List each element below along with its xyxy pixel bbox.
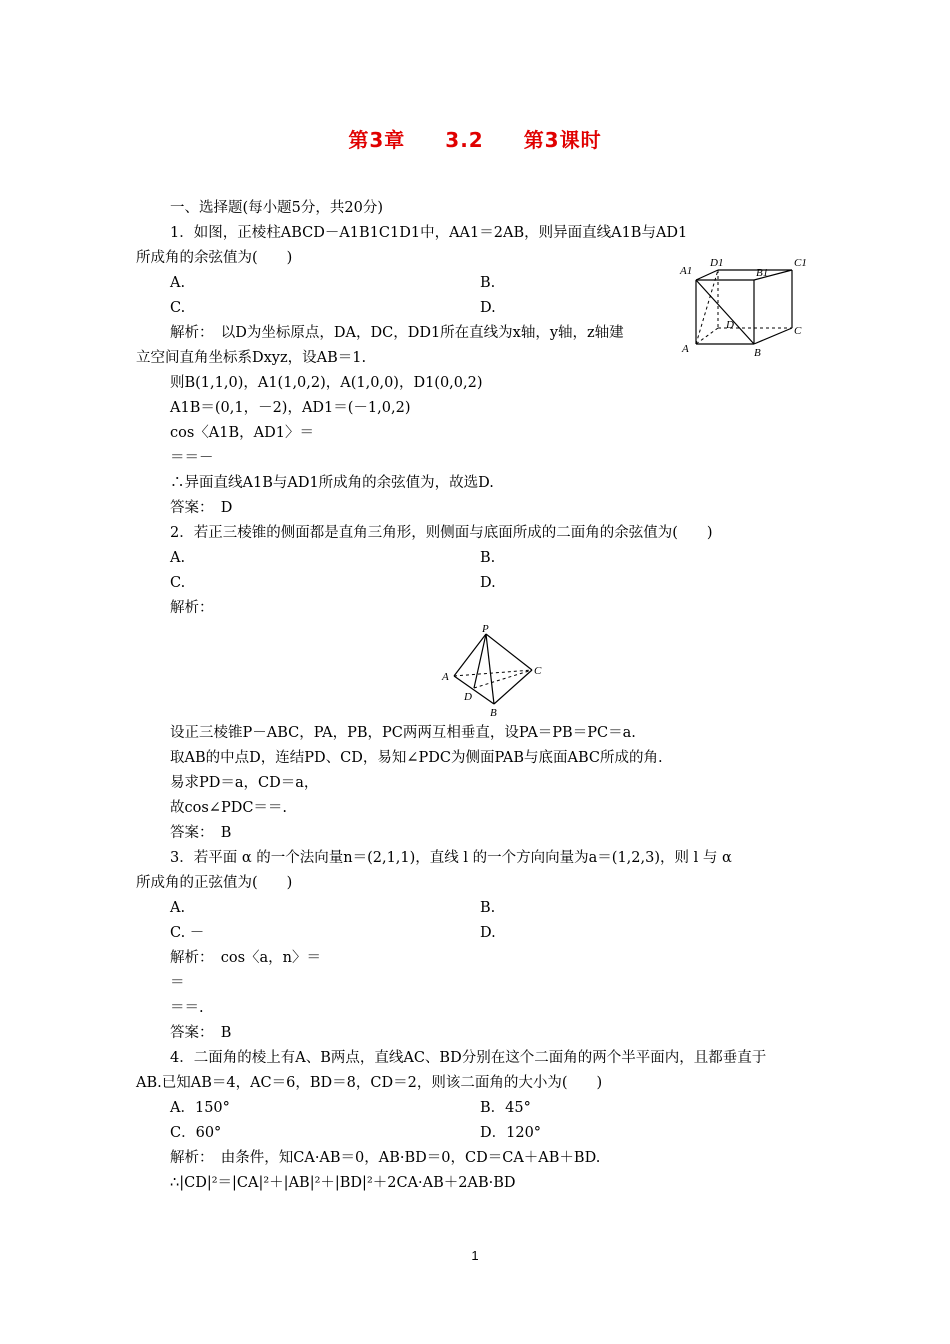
q3-solution: 解析： cos〈a，n〉＝ bbox=[170, 950, 322, 966]
label-D1: D1 bbox=[710, 257, 724, 269]
label-C1: C1 bbox=[794, 257, 807, 269]
question-3-text-cont: 所成角的正弦值为( ) bbox=[136, 875, 293, 891]
q2-answer: 答案： B bbox=[170, 825, 232, 841]
label-D: D bbox=[726, 319, 734, 331]
page-number: 1 bbox=[471, 1248, 479, 1263]
q3-option-b: B. bbox=[480, 900, 496, 916]
q1-option-d: D. bbox=[480, 300, 496, 316]
label-A: A bbox=[442, 671, 449, 683]
q1-cos-result: ＝＝－ bbox=[170, 450, 214, 466]
q2-option-a: A. bbox=[170, 550, 186, 566]
label-A: A bbox=[682, 343, 689, 355]
question-1-text-cont: 所成角的余弦值为( ) bbox=[136, 250, 293, 266]
label-P: P bbox=[482, 623, 489, 635]
q2-solution-3: 易求PD＝a，CD＝a， bbox=[170, 775, 319, 791]
q4-solution: 解析： 由条件，知CA·AB＝0，AB·BD＝0，CD＝CA＋AB＋BD. bbox=[170, 1150, 601, 1166]
q2-option-d: D. bbox=[480, 575, 496, 591]
q1-solution-cont: 立空间直角坐标系Dxyz，设AB＝1. bbox=[136, 350, 367, 366]
label-C: C bbox=[534, 665, 542, 677]
q1-coordinates: 则B(1,1,0)，A1(1,0,2)，A(1,0,0)，D1(0,0,2) bbox=[170, 375, 483, 391]
q3-answer: 答案： B bbox=[170, 1025, 232, 1041]
label-B: B bbox=[754, 347, 761, 359]
label-B1: B1 bbox=[756, 267, 769, 279]
pyramid-figure bbox=[438, 622, 548, 718]
page-title bbox=[0, 124, 950, 153]
q1-cos: cos〈A1B，AD1〉＝ bbox=[170, 425, 314, 441]
q4-option-d: D．120° bbox=[480, 1125, 542, 1141]
q2-solution-1: 设正三棱锥P－ABC，PA，PB，PC两两互相垂直，设PA＝PB＝PC＝a. bbox=[170, 725, 636, 741]
section-heading: 一、选择题(每小题5分，共20分) bbox=[170, 200, 383, 216]
q3-solution-3: ＝＝. bbox=[170, 1000, 204, 1016]
q1-conclusion: ∴异面直线A1B与AD1所成角的余弦值为，故选D. bbox=[170, 475, 494, 491]
question-1-text: 1．如图，正棱柱ABCD－A1B1C1D1中，AA1＝2AB，则异面直线A1B与AD1 bbox=[170, 225, 688, 241]
q2-option-b: B. bbox=[480, 550, 496, 566]
q4-option-a: A．150° bbox=[170, 1100, 230, 1116]
q3-option-a: A. bbox=[170, 900, 186, 916]
title-lesson: 第3课时 bbox=[523, 128, 602, 152]
title-section: 3.2 bbox=[445, 128, 484, 152]
question-3-text: 3．若平面 α 的一个法向量n＝(2,1,1)，直线 l 的一个方向向量为a＝(1,2,3)，则 l 与 α bbox=[170, 850, 732, 866]
q4-option-b: B．45° bbox=[480, 1100, 531, 1116]
q2-solution-label: 解析： bbox=[170, 600, 214, 616]
q3-option-c: C. － bbox=[170, 925, 205, 941]
q2-solution-2: 取AB的中点D，连结PD、CD，易知∠PDC为侧面PAB与底面ABC所成的角. bbox=[170, 750, 663, 766]
q1-option-c: C. bbox=[170, 300, 186, 316]
q1-option-b: B. bbox=[480, 275, 496, 291]
question-2-text: 2．若正三棱锥的侧面都是直角三角形，则侧面与底面所成的二面角的余弦值为( ) bbox=[170, 525, 713, 541]
question-4-text-cont: AB.已知AB＝4，AC＝6，BD＝8，CD＝2，则该二面角的大小为( ) bbox=[136, 1075, 603, 1091]
q3-solution-2: ＝ bbox=[170, 975, 185, 991]
q2-solution-4: 故cos∠PDC＝＝. bbox=[170, 800, 288, 816]
q1-option-a: A. bbox=[170, 275, 186, 291]
q3-option-d: D. bbox=[480, 925, 496, 941]
q4-option-c: C．60° bbox=[170, 1125, 222, 1141]
title-chapter: 第3章 bbox=[348, 128, 406, 152]
q1-answer: 答案： D bbox=[170, 500, 233, 516]
prism-figure bbox=[678, 254, 808, 366]
label-A1: A1 bbox=[680, 265, 693, 277]
q1-vectors: A1B＝(0,1，－2)，AD1＝(－1,0,2) bbox=[170, 400, 411, 416]
label-B: B bbox=[490, 707, 497, 718]
question-4-text: 4．二面角的棱上有A、B两点，直线AC、BD分别在这个二面角的两个半平面内，且都垂直于 bbox=[170, 1050, 767, 1066]
q4-solution-2: ∴|CD|²＝|CA|²＋|AB|²＋|BD|²＋2CA·AB＋2AB·BD bbox=[170, 1175, 516, 1191]
label-D: D bbox=[464, 691, 472, 703]
label-C: C bbox=[794, 325, 802, 337]
q1-solution: 解析： 以D为坐标原点，DA，DC，DD1所在直线为x轴，y轴，z轴建 bbox=[170, 325, 624, 341]
q2-option-c: C. bbox=[170, 575, 186, 591]
